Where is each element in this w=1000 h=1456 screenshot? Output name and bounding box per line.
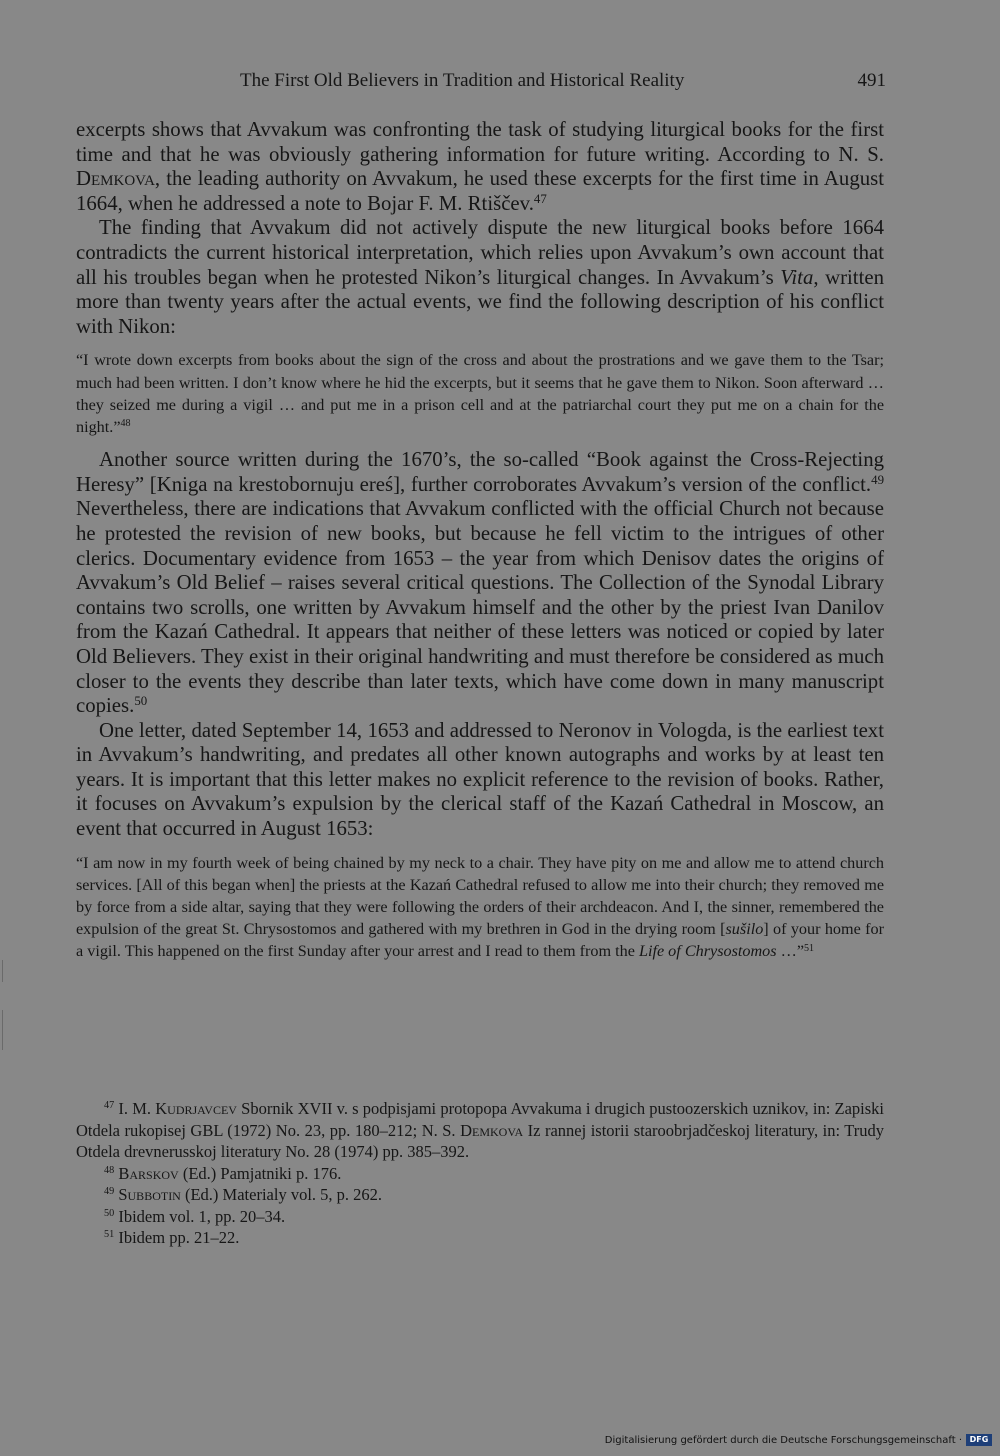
quote-text: “I am now in my fourth week of being chained by my neck to a chair. They have pity on me and allow me to attend church services. [All of this began when] the priests at the Kazań Cathedral refused to allow me into their church; they removed me by force from a side altar, saying that they were following the orders of their archdeacon. And I, the sinner, remembered the expulsion of the great St. Chrysostomos and gathered with my brethren in God in the drying room [ — [76, 853, 884, 939]
author-name: Demkova — [460, 1120, 524, 1140]
footnote-49 — [76, 1184, 884, 1206]
author-name: Subbotin — [118, 1185, 181, 1204]
paragraph-4 — [76, 719, 884, 842]
funding-footer — [605, 1434, 992, 1446]
quote-text: …” — [776, 942, 804, 961]
paragraph-2 — [76, 216, 884, 339]
block-quote-1 — [76, 349, 884, 438]
footnote-50 — [76, 1206, 884, 1228]
footnote-ref: 51 — [804, 942, 815, 954]
text-run: , the leading authority on Avvakum, he used these excerpts for the first time in August 1664, when he addressed a note to Bojar F. M. Rtiščev. — [76, 167, 884, 215]
page-number: 491 — [857, 70, 886, 91]
author-name: Demkova — [76, 167, 155, 191]
footnote-47 — [76, 1098, 884, 1163]
text-run: The finding that Avvakum did not actively dispute the new liturgical books before 1664 contradicts the current historical interpretation, which relies upon Avvakum’s own account that all his troubles began when he protested Nikon’s liturgical changes. In Avvakum’s — [76, 216, 884, 289]
block-quote-2 — [76, 852, 884, 963]
italic-title: Life of Chrysostomos — [638, 942, 777, 961]
main-text — [76, 118, 884, 973]
footnote-ref: 50 — [134, 694, 148, 709]
text-run: Nevertheless, there are indications that Avvakum conflicted with the official Church not because he protested the revision of new books, but because he fell victim to the intrigues of other clerics. Documentary evidence from 1653 – the year from which Denisov dates the origins of Avvakum’s Old Belief – raises several critical questions. The Collection of the Synodal Library contains two scrolls, one written by Avvakum himself and the other by the priest Ivan Danilov from the Kazań Cathedral. It appears that neither of these letters was noticed or copied by later Old Believers. They exist in their original handwriting and must therefore be considered as much closer to the events they describe than later texts, which have come down in many manuscript copies. — [76, 497, 884, 718]
text-run: (Ed.) Materialy vol. 5, p. 262. — [180, 1185, 383, 1204]
footnote-number: 49 — [104, 1186, 115, 1198]
footnote-number: 51 — [104, 1229, 115, 1241]
text-run: I. M. — [118, 1099, 156, 1118]
italic-title: Vita — [780, 265, 814, 289]
text-run: Ibidem vol. 1, pp. 20–34. — [118, 1206, 286, 1226]
dfg-logo-icon: DFG — [966, 1434, 992, 1446]
text-run: One letter, dated September 14, 1653 and addressed to Neronov in Vologda, is the earliest text in Avvakum’s handwriting, and predates all other known autographs and works by at least ten years. It is important that this letter makes no explicit reference to the revision of books. Rather, it focuses on Avvakum’s expulsion by the clerical staff of the Kazań Cathedral in Moscow, an event that occurred in August 1653: — [76, 718, 884, 841]
footnote-ref: 48 — [120, 418, 131, 430]
paragraph-1 — [76, 118, 884, 216]
footnote-ref: 49 — [871, 472, 884, 487]
footnote-number: 50 — [104, 1207, 115, 1219]
text-run: Another source written during the 1670’s, the so-called “Book against the Cross-Rejecting Heresy” [Kniga na krestobornuju ereś], further corroborates Avvakum’s version of the conflict. — [76, 448, 884, 496]
author-name: Barskov — [118, 1163, 179, 1183]
footnote-51 — [76, 1227, 884, 1249]
footnote-ref: 47 — [533, 191, 547, 206]
italic-term: sušilo — [725, 920, 764, 939]
running-header — [76, 70, 886, 96]
quote-text: “I wrote down excerpts from books about the sign of the cross and about the prostrations and we gave them to the Tsar; much had been written. I don’t know where he hid the excerpts, but it seems that he gave them to Nikon. Soon afterward … they seized me during a vigil … and put me in a prison cell and at the patriarchal court they put me on a chain for the night.” — [76, 351, 884, 436]
quote-text: ] of your home for a vigil. This happened on the first Sunday after your arrest and I read to them from the — [76, 920, 884, 961]
text-run: (Ed.) Pamjatniki p. 176. — [178, 1163, 342, 1183]
scan-artifact — [2, 1010, 3, 1050]
footnote-48 — [76, 1163, 884, 1185]
footnotes — [76, 1098, 884, 1249]
funding-note: Digitalisierung gefördert durch die Deutsche Forschungsgemeinschaft · — [604, 1434, 962, 1446]
footnote-number: 47 — [104, 1100, 115, 1112]
text-run: Ibidem pp. 21–22. — [118, 1228, 240, 1247]
scan-artifact — [2, 960, 3, 982]
author-name: Kudrjavcev — [155, 1099, 237, 1118]
text-run: excerpts shows that Avvakum was confronting the task of studying liturgical books for the first time and that he was obviously gathering information for future writing. According to N. S. — [76, 118, 884, 166]
text-run: Sbornik XVII v. s podpisjami protopopa Avvakuma i drugich pustoozerskich uznikov, in: Zapiski Otdela rukopisej GBL (1972) No. 23, pp. 180–212; N. S. — [76, 1099, 884, 1140]
running-title: The First Old Believers in Tradition and Historical Reality — [240, 70, 685, 91]
text-run: , written more than twenty years after the actual events, we find the following description of his conflict with Nikon: — [76, 265, 884, 338]
footnote-number: 48 — [104, 1164, 115, 1176]
paragraph-3 — [76, 448, 884, 719]
text-run: Iz rannej istorii staroobrjadčeskoj literatury, in: Trudy Otdela drevnerusskoj literatury No. 28 (1974) pp. 385–392. — [76, 1120, 884, 1161]
